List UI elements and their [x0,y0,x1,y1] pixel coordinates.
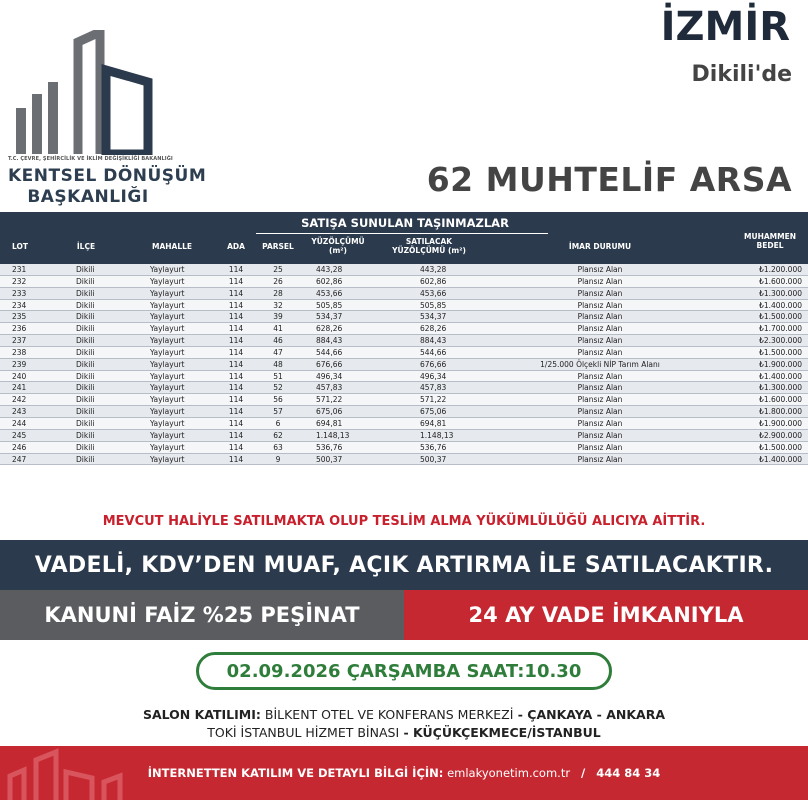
bedel-cell: ₺1.900.000 [759,359,802,369]
salon-info [0,706,808,742]
col-yuzolcumu-line2: (m²) [329,246,347,255]
yuzolcumu-cell: 628,26 [316,324,343,334]
imar-cell: Plansız Alan [577,407,623,417]
parsel-cell: 57 [273,407,283,417]
table-row [0,382,808,394]
mahalle-cell: Yaylayurt [150,454,185,464]
yuzolcumu-cell: 496,34 [316,371,343,381]
auction-date: 02.09.2026 ÇARŞAMBA SAAT:10.30 [196,652,612,690]
satilacak-cell: 500,37 [420,454,447,464]
lot-cell: 241 [12,383,27,393]
imar-cell: Plansız Alan [577,395,623,405]
imar-cell: Plansız Alan [577,454,623,464]
salon-venue1: BİLKENT OTEL VE KONFERANS MERKEZİ [264,707,514,722]
salon-sep1: - [513,707,528,722]
yuzolcumu-cell: 571,22 [316,395,343,405]
page-headline: 62 MUHTELİF ARSA [426,160,792,199]
imar-cell: Plansız Alan [577,371,623,381]
bedel-cell: ₺1.300.000 [759,288,802,298]
bedel-cell: ₺1.400.000 [759,300,802,310]
ada-cell: 114 [228,347,244,357]
table-row [0,418,808,430]
installment-banner: 24 AY VADE İMKANIYLA [404,590,808,640]
parsel-cell: 56 [273,395,283,405]
satilacak-cell: 571,22 [420,395,447,405]
lot-cell: 233 [12,288,27,298]
mahalle-cell: Yaylayurt [150,430,185,440]
table-row [0,323,808,335]
ilce-cell: Dikili [76,300,95,310]
parsel-cell: 46 [273,336,283,346]
parsel-cell: 26 [273,276,283,286]
bedel-cell: ₺1.700.000 [759,324,802,334]
lot-cell: 236 [12,324,27,334]
imar-cell: Plansız Alan [577,418,623,428]
ada-cell: 114 [228,418,244,428]
imar-cell: Plansız Alan [577,383,623,393]
bedel-cell: ₺1.500.000 [759,442,802,452]
col-satilacak [378,237,480,255]
mahalle-cell: Yaylayurt [150,407,185,417]
bedel-cell: ₺1.600.000 [759,395,802,405]
lot-cell: 234 [12,300,27,310]
bedel-cell: ₺1.500.000 [759,347,802,357]
col-satilacak-line2: YÜZÖLÇÜMÜ (m²) [392,246,466,255]
lot-cell: 243 [12,407,27,417]
ministry-name: T.C. ÇEVRE, ŞEHİRCİLİK VE İKLİM DEĞİŞİKLİĞİ BAKANLIĞI [8,156,173,162]
col-parsel: PARSEL [262,242,294,251]
footer-phone[interactable]: 444 84 34 [596,766,661,780]
ada-cell: 114 [228,312,244,322]
lot-cell: 246 [12,442,27,452]
satilacak-cell: 544,66 [420,347,447,357]
mahalle-cell: Yaylayurt [150,300,185,310]
lot-cell: 244 [12,418,27,428]
col-imar: İMAR DURUMU [568,242,632,251]
logo-title-line2: BAŞKANLIĞI [27,187,149,207]
mahalle-cell: Yaylayurt [150,418,185,428]
satilacak-cell: 602,86 [420,276,447,286]
yuzolcumu-cell: 544,66 [316,347,343,357]
parsel-cell: 25 [273,265,283,274]
ada-cell: 114 [228,383,244,393]
table-row [0,276,808,288]
salon-line2 [0,724,808,742]
imar-cell: 1/25.000 Ölçekli NİP Tarım Alanı [540,359,660,369]
lot-cell: 235 [12,312,27,322]
ada-cell: 114 [228,276,244,286]
table-row [0,264,808,276]
parsel-cell: 6 [275,418,281,428]
col-yuzolcumu [306,237,370,255]
imar-cell: Plansız Alan [577,300,623,310]
ilce-cell: Dikili [76,265,95,274]
property-table [0,264,808,465]
ilce-cell: Dikili [76,359,95,369]
satilacak-cell: 505,85 [420,300,447,310]
table-row [0,288,808,300]
col-yuzolcumu-line1: YÜZÖLÇÜMÜ [311,237,365,246]
parsel-cell: 52 [273,383,283,393]
ada-cell: 114 [228,454,244,464]
imar-cell: Plansız Alan [577,347,623,357]
ada-cell: 114 [228,430,244,440]
yuzolcumu-cell: 536,76 [316,442,343,452]
lot-cell: 231 [12,265,27,274]
lot-cell: 237 [12,336,27,346]
yuzolcumu-cell: 500,37 [316,454,343,464]
col-ada: ADA [227,242,245,251]
ilce-cell: Dikili [76,442,95,452]
footer-separator: / [581,766,586,780]
salon-place2: KÜÇÜKÇEKMECE/İSTANBUL [413,725,601,740]
yuzolcumu-cell: 534,37 [316,312,343,322]
city-name: İZMİR [660,4,790,50]
imar-cell: Plansız Alan [577,276,623,286]
table-row [0,454,808,466]
parsel-cell: 28 [273,288,283,298]
salon-venue2: TOKİ İSTANBUL HİZMET BİNASI [207,725,400,740]
parsel-cell: 39 [273,312,283,322]
yuzolcumu-cell: 602,86 [316,276,343,286]
satilacak-cell: 443,28 [420,265,447,274]
table-row [0,347,808,359]
table-row [0,394,808,406]
ilce-cell: Dikili [76,336,95,346]
delivery-notice: MEVCUT HALİYLE SATILMAKTA OLUP TESLİM ALMA YÜKÜMLÜLÜĞÜ ALICIYA AİTTİR. [102,514,706,529]
ada-cell: 114 [228,265,244,274]
ada-cell: 114 [228,407,244,417]
ilce-cell: Dikili [76,430,95,440]
col-mahalle: MAHALLE [151,242,193,251]
parsel-cell: 63 [273,442,283,452]
ada-cell: 114 [228,324,244,334]
ilce-cell: Dikili [76,371,95,381]
ada-cell: 114 [228,395,244,405]
mahalle-cell: Yaylayurt [150,442,185,452]
satilacak-cell: 675,06 [420,407,447,417]
bedel-cell: ₺1.600.000 [759,276,802,286]
yuzolcumu-cell: 675,06 [316,407,343,417]
salon-place1a: ÇANKAYA [527,707,593,722]
ada-cell: 114 [228,336,244,346]
yuzolcumu-cell: 457,83 [316,383,343,393]
ilce-cell: Dikili [76,324,95,334]
footer-label: İNTERNETTEN KATILIM VE DETAYLI BİLGİ İÇİN: [147,766,444,780]
imar-cell: Plansız Alan [577,430,623,440]
ministry-logo [8,30,207,207]
lot-cell: 239 [12,359,27,369]
imar-cell: Plansız Alan [577,336,623,346]
satilacak-cell: 453,66 [420,288,447,298]
bedel-cell: ₺1.900.000 [759,418,802,428]
col-ilce: İLÇE [76,242,96,251]
col-bedel [736,232,804,250]
footer-website[interactable]: emlakyonetim.com.tr [447,766,571,780]
bedel-cell: ₺1.500.000 [759,312,802,322]
salon-line1 [0,706,808,724]
parsel-cell: 48 [273,359,283,369]
satilacak-cell: 536,76 [420,442,447,452]
parsel-cell: 47 [273,347,283,357]
ilce-cell: Dikili [76,276,95,286]
table-row [0,371,808,383]
mahalle-cell: Yaylayurt [150,312,185,322]
yuzolcumu-cell: 884,43 [316,336,343,346]
imar-cell: Plansız Alan [577,288,623,298]
col-satilacak-line1: SATILACAK [405,237,453,246]
sale-terms-banner: VADELİ, KDV’DEN MUAF, AÇIK ARTIRMA İLE SATILACAKTIR. [0,540,808,590]
lot-cell: 238 [12,347,27,357]
lot-cell: 245 [12,430,27,440]
satilacak-cell: 496,34 [420,371,447,381]
satilacak-cell: 884,43 [420,336,447,346]
parsel-cell: 62 [273,430,283,440]
mahalle-cell: Yaylayurt [150,276,185,286]
ilce-cell: Dikili [76,454,95,464]
satilacak-cell: 676,66 [420,359,447,369]
mahalle-cell: Yaylayurt [150,395,185,405]
imar-cell: Plansız Alan [577,324,623,334]
bedel-cell: ₺1.400.000 [759,454,802,464]
parsel-cell: 41 [273,324,283,334]
satilacak-cell: 1.148,13 [420,430,454,440]
bedel-cell: ₺1.200.000 [759,265,802,274]
ada-cell: 114 [228,442,244,452]
bedel-cell: ₺1.800.000 [759,407,802,417]
col-bedel-line1: MUHAMMEN [744,232,796,241]
col-lot: LOT [11,242,28,251]
district-name: Dikili'de [691,62,792,87]
ada-cell: 114 [228,359,244,369]
satilacak-cell: 694,81 [420,418,447,428]
lot-cell: 240 [12,371,27,381]
mahalle-cell: Yaylayurt [150,324,185,334]
buildings-logo-icon [8,30,168,155]
table-row [0,442,808,454]
mahalle-cell: Yaylayurt [150,371,185,381]
yuzolcumu-cell: 505,85 [316,300,343,310]
parsel-cell: 51 [273,371,283,381]
table-row [0,406,808,418]
imar-cell: Plansız Alan [577,265,623,274]
imar-cell: Plansız Alan [577,312,623,322]
yuzolcumu-cell: 1.148,13 [316,430,350,440]
mahalle-cell: Yaylayurt [150,383,185,393]
mahalle-cell: Yaylayurt [150,347,185,357]
table-row [0,359,808,371]
table-group-title: SATIŞA SUNULAN TAŞINMAZLAR [301,216,509,230]
lot-cell: 242 [12,395,27,405]
yuzolcumu-cell: 676,66 [316,359,343,369]
table-row [0,300,808,312]
mahalle-cell: Yaylayurt [150,265,185,274]
downpayment-banner: KANUNİ FAİZ %25 PEŞİNAT [0,590,404,640]
bedel-cell: ₺2.900.000 [759,430,802,440]
lot-cell: 232 [12,276,27,286]
yuzolcumu-cell: 694,81 [316,418,343,428]
lot-cell: 247 [12,454,27,464]
ilce-cell: Dikili [76,395,95,405]
table-row [0,430,808,442]
ilce-cell: Dikili [76,288,95,298]
bedel-cell: ₺1.300.000 [759,383,802,393]
mahalle-cell: Yaylayurt [150,336,185,346]
ada-cell: 114 [228,371,244,381]
mahalle-cell: Yaylayurt [150,288,185,298]
bedel-cell: ₺1.400.000 [759,371,802,381]
mahalle-cell: Yaylayurt [150,359,185,369]
bedel-cell: ₺2.300.000 [759,336,802,346]
ilce-cell: Dikili [76,312,95,322]
table-header [0,212,808,264]
satilacak-cell: 534,37 [420,312,447,322]
ada-cell: 114 [228,288,244,298]
yuzolcumu-cell: 443,28 [316,265,343,274]
yuzolcumu-cell: 453,66 [316,288,343,298]
ilce-cell: Dikili [76,383,95,393]
ada-cell: 114 [228,300,244,310]
group-underline [256,233,548,234]
satilacak-cell: 457,83 [420,383,447,393]
salon-sep3: - [399,725,414,740]
salon-label: SALON KATILIMI: [142,707,261,722]
col-bedel-line2: BEDEL [756,241,784,250]
table-row [0,311,808,323]
logo-title-line1: KENTSEL DÖNÜŞÜM [8,166,207,186]
footer-contact [0,766,808,780]
table-row [0,335,808,347]
salon-place1b: ANKARA [606,707,666,722]
parsel-cell: 32 [273,300,283,310]
imar-cell: Plansız Alan [577,442,623,452]
ilce-cell: Dikili [76,347,95,357]
ilce-cell: Dikili [76,407,95,417]
salon-sep2: - [592,707,607,722]
ilce-cell: Dikili [76,418,95,428]
footer-bar [0,746,808,800]
satilacak-cell: 628,26 [420,324,447,334]
parsel-cell: 9 [275,454,281,464]
